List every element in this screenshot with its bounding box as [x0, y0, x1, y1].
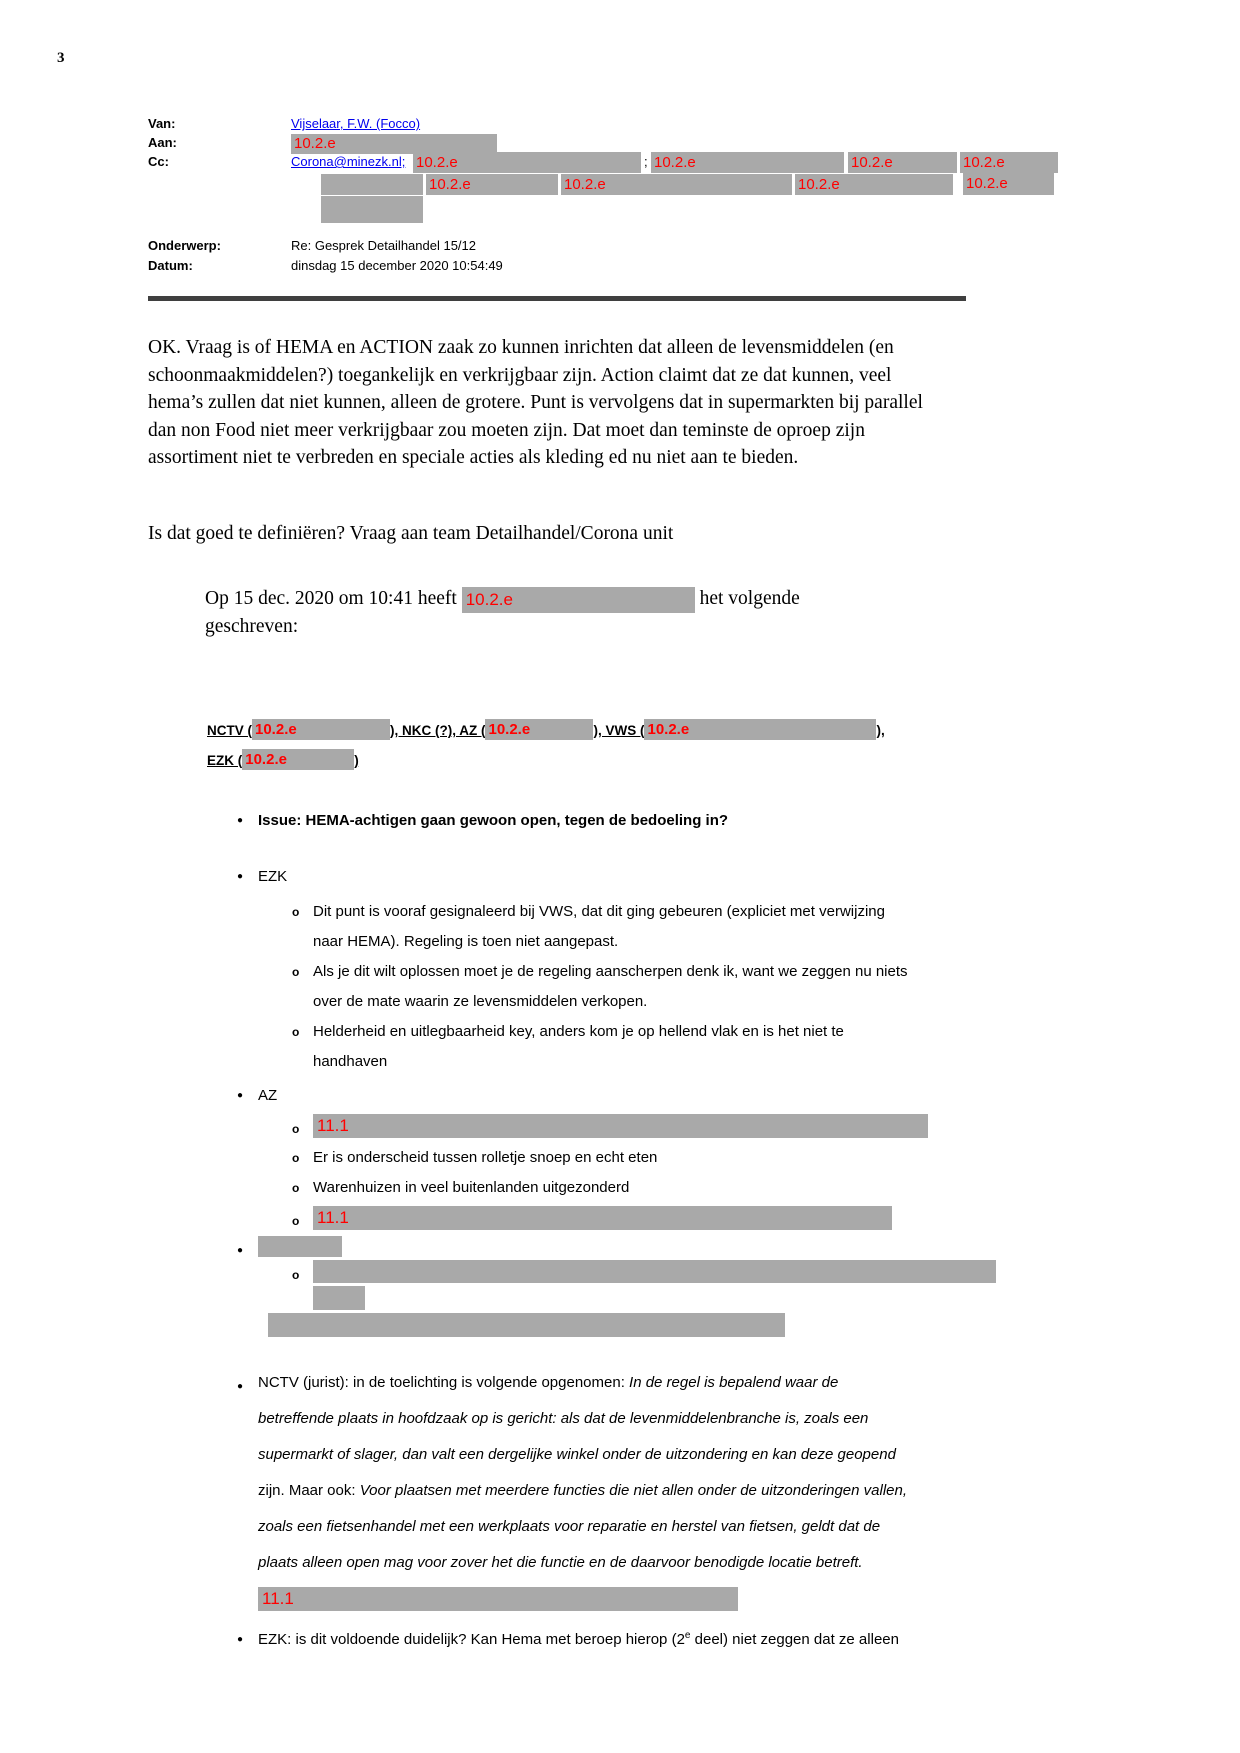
- orgs-nctv-prefix: NCTV (: [207, 723, 252, 738]
- bullet-dot-icon: ●: [237, 815, 244, 826]
- ezk-final-after: deel) niet zeggen dat ze alleen: [690, 1631, 899, 1648]
- orgs-line-2: [207, 746, 967, 776]
- quote-intro: [205, 585, 965, 640]
- redaction-box-cc-2: 10.2.e: [651, 152, 844, 173]
- redaction-box-orgs-ezk: 10.2.e: [242, 749, 354, 770]
- cc-separator: ;: [644, 154, 648, 169]
- orgs-line: [207, 716, 967, 776]
- bullet-dot-icon: ●: [237, 871, 244, 882]
- quote-intro-before: Op 15 dec. 2020 om 10:41 heeft: [205, 588, 457, 609]
- datum-label: Datum:: [148, 258, 193, 273]
- ezk-final-before: EZK: is dit voldoende duidelijk? Kan Hema met beroep hierop (2: [258, 1631, 685, 1648]
- bullet-circle-icon: o: [292, 1214, 300, 1228]
- redaction-box-heading: [258, 1236, 342, 1257]
- bullet-az-item-2: o Er is onderscheid tussen rolletje snoep en echt eten: [237, 1143, 937, 1173]
- redaction-bar-az-1: 11.1: [313, 1114, 928, 1138]
- body-paragraph-1: OK. Vraag is of HEMA en ACTION zaak zo kunnen inrichten dat alleen de levensmiddelen (en schoonmaakmiddelen?) toegankelijk en verkrijgbaar zijn. Action claimt dat ze dat kunnen, veel hema’s zullen dat niet kunnen, alleen de grotere. Punt is vervolgens dat in supermarkten bij parallel dan non Food niet meer verkrijgbaar zou moeten zijn. Dat moet dan teminste de oproep zijn assortiment niet te verbreden en speciale acties als kleding ed nu niet aan te bieden.: [148, 337, 923, 468]
- bullet-ezk-item-3: o Helderheid en uitlegbaarheid key, anders kom je op hellend vlak en is het niet te handhaven: [237, 1017, 937, 1077]
- redaction-box-cc-10: [321, 196, 423, 223]
- redaction-box-orgs-nctv: 10.2.e: [252, 719, 390, 740]
- onderwerp-label: Onderwerp:: [148, 238, 221, 253]
- bullet-az-item-4: [237, 1206, 937, 1230]
- orgs-line-1: [207, 716, 967, 746]
- bullet-ezk-final: [237, 1625, 937, 1655]
- redaction-box-quote-author: 10.2.e: [462, 587, 695, 613]
- bullet-circle-icon: o: [292, 1181, 300, 1195]
- bullet-az-item-1: [237, 1114, 937, 1138]
- bullet-az-item-3: o Warenhuizen in veel buitenlanden uitgezonderd: [237, 1173, 937, 1203]
- nctv-jurist-quote-2: Voor plaatsen met meerdere functies die niet allen onder de uitzonderingen vallen, zoals een fietsenhandel met een werkplaats voor reparatie en herstel van fietsen, geldt dat de plaats alleen open mag voor zover het die functie en de daarvoor benodigde locatie betreft.: [258, 1482, 908, 1571]
- bullet-dot-icon: ●: [237, 1381, 244, 1392]
- bullet-dot-icon: ●: [237, 1245, 244, 1256]
- bullet-ezk-item-2: o Als je dit wilt oplossen moet je de regeling aanscherpen denk ik, want we zeggen nu niets over de mate waarin ze levensmiddelen verkopen.: [237, 957, 937, 1017]
- redaction-box-continuation: [313, 1286, 365, 1310]
- orgs-sep3: ),: [876, 723, 885, 738]
- cc-link[interactable]: Corona@minezk.nl;: [291, 154, 406, 169]
- bullet-dot-icon: ●: [237, 1090, 244, 1101]
- bullet-circle-icon: o: [292, 1122, 300, 1136]
- bullet-ezk-item-1: o Dit punt is vooraf gesignaleerd bij VWS, dat dit ging gebeuren (expliciet met verwijzing naar HEMA). Regeling is toen niet aangepast.: [237, 897, 937, 957]
- bullet-list: [237, 806, 937, 1655]
- redaction-bar-wide-2: [268, 1313, 785, 1337]
- orgs-ezk-prefix: EZK (: [207, 753, 243, 768]
- bullet-redacted-heading: [237, 1236, 937, 1257]
- redaction-box-cc-7: 10.2.e: [561, 174, 792, 195]
- bullet-circle-icon: o: [292, 1268, 300, 1282]
- bullet-az-heading: ● AZ: [237, 1081, 937, 1111]
- van-link[interactable]: Vijselaar, F.W. (Focco): [291, 116, 421, 131]
- redaction-bar-wide-1: [313, 1260, 996, 1283]
- redaction-bar-az-2: 11.1: [313, 1206, 892, 1230]
- bullet-redacted-continuation: [237, 1286, 937, 1310]
- quote-intro-after: het volgende: [699, 588, 800, 609]
- redaction-bar-jurist: 11.1: [258, 1587, 738, 1611]
- redaction-box-cc-4: 10.2.e: [960, 152, 1058, 173]
- bullet-circle-icon: o: [292, 1025, 300, 1039]
- body-paragraph-2: Is dat goed te definiëren? Vraag aan team Detailhandel/Corona unit: [148, 523, 674, 544]
- cc-label: Cc:: [148, 154, 169, 169]
- aan-label: Aan:: [148, 135, 177, 150]
- redaction-box-cc-3: 10.2.e: [848, 152, 957, 173]
- nctv-jurist-quote-1: In de regel is bepalend waar de betreffende plaats in hoofdzaak op is gericht: als dat de levenmiddelenbranche is, zoals een supermarkt of slager, dan valt een dergelijke winkel onder de uitzondering en kan deze geopend: [258, 1374, 896, 1463]
- bullet-circle-icon: o: [292, 1151, 300, 1165]
- page-number: 3: [57, 50, 65, 66]
- redaction-box-cc-5: [321, 174, 423, 195]
- redaction-box-cc-1: 10.2.e: [413, 152, 641, 173]
- bullet-circle-icon: o: [292, 905, 300, 919]
- onderwerp-value: Re: Gesprek Detailhandel 15/12: [291, 238, 477, 253]
- bullet-redacted-item: [237, 1260, 937, 1283]
- orgs-close: ): [354, 753, 359, 768]
- bullet-ezk-heading: ● EZK: [237, 862, 937, 892]
- redaction-box-orgs-az: 10.2.e: [485, 719, 593, 740]
- datum-value: dinsdag 15 december 2020 10:54:49: [291, 258, 503, 273]
- bullet-dot-icon: ●: [237, 1634, 244, 1645]
- bullet-circle-icon: o: [292, 965, 300, 979]
- van-label: Van:: [148, 116, 176, 131]
- quote-intro-line2: geschreven:: [205, 615, 299, 637]
- bullet-issue: ● Issue: HEMA-achtigen gaan gewoon open, tegen de bedoeling in?: [237, 806, 937, 836]
- ezk-final-superscript: e: [684, 1630, 691, 1641]
- redacted-standalone-row: [237, 1313, 937, 1337]
- bullet-nctv-jurist: [237, 1365, 918, 1617]
- redaction-box-cc-6: 10.2.e: [426, 174, 558, 195]
- header-divider-rule: [148, 296, 966, 301]
- redaction-box-aan: 10.2.e: [291, 134, 497, 154]
- redaction-box-orgs-vws: 10.2.e: [644, 719, 876, 740]
- orgs-sep1: ), NKC (?), AZ (: [390, 723, 486, 738]
- orgs-sep2: ), VWS (: [593, 723, 645, 738]
- nctv-jurist-intro: NCTV (jurist): in de toelichting is volgende opgenomen:: [258, 1374, 630, 1391]
- nctv-jurist-mid: zijn. Maar ook:: [258, 1482, 360, 1499]
- redaction-box-cc-9: 10.2.e: [963, 173, 1054, 195]
- redaction-box-cc-8: 10.2.e: [795, 174, 953, 195]
